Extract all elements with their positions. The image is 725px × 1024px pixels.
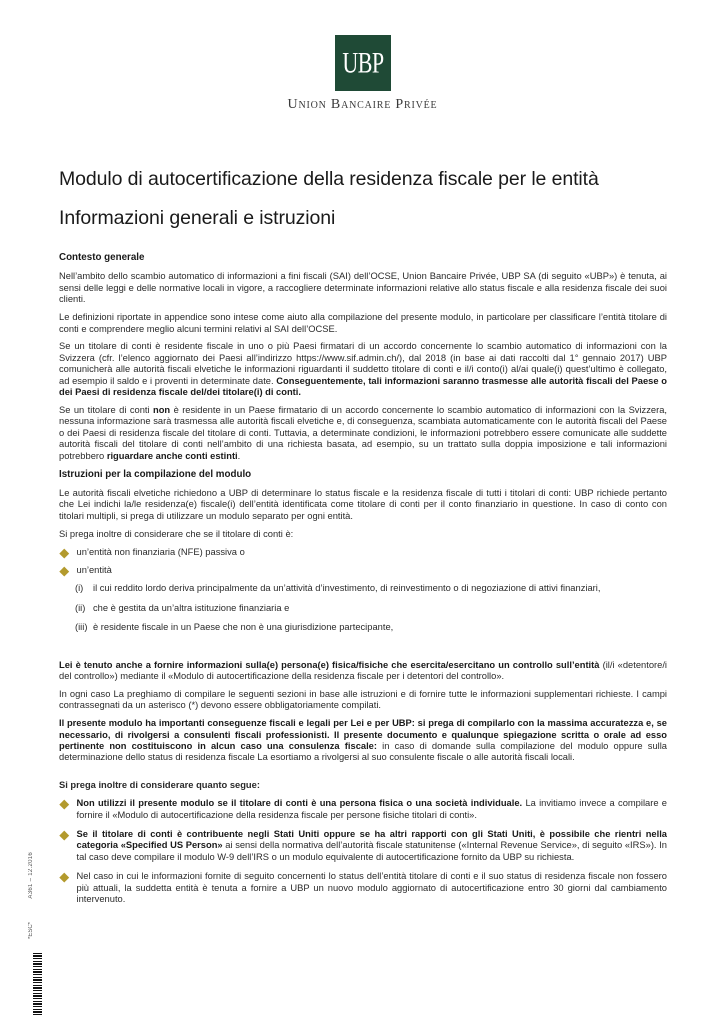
paragraph-complete-sections: In ogni caso La preghiamo di compilare le seguenti sezioni in base alle istruzioni e di fornire tutte le informazioni supplementari richieste. I campi contrassegnati da un asterisco (*) devono essere obbligatoriamente compilati.	[59, 688, 667, 711]
paragraph-legal-consequences: Il presente modulo ha importanti conseguenze fiscali e legali per Lei e per UBP: si prega di compilarlo con la massima accuratezza e, se necessario, di rivolgersi a consulenti fiscali professionisti. Il presente documento e qualunque spiegazione scritta o orale ad esso pertinente non costituiscono in alcun caso una consulenza fiscale: in caso di domande sulla compilazione del modulo oppure sulla determinazione dello status di residenza fiscale La esortiamo a rivolgersi al suo consulente fiscale o alle autorità fiscali locali.	[59, 718, 668, 763]
esc-code: *ESC*	[28, 922, 34, 940]
list-item: un’entità	[59, 565, 667, 576]
paragraph-instructions: Le autorità fiscali elvetiche richiedono a UBP di determinare lo status fiscale e la residenza fiscale di tutti i titolari di conti: UBP richiede pertanto che Lei indichi la/le residenza(e) fiscale(i) dell’entità identificata come titolare di conti per il conto finanziario in questione. In caso di conto con titolari multipli, si prega di utilizzare un modulo separato per ogni entità.	[59, 487, 667, 521]
page-title: Modulo di autocertificazione della residenza fiscale per le entità	[59, 168, 599, 190]
logo-text: UBP	[342, 45, 384, 80]
sub-list-item: (i) il cui reddito lordo deriva principalmente da un’attività d’investimento, di reinvestimento o di negoziazione di attivi finanziari,	[75, 583, 601, 594]
section-heading-contesto: Contesto generale	[59, 252, 145, 263]
diamond-bullet-icon	[60, 567, 69, 576]
form-code: A361 – 12.2016	[28, 852, 34, 899]
diamond-bullet-icon	[60, 873, 69, 882]
diamond-bullet-icon	[60, 800, 69, 809]
list-item: Non utilizzi il presente modulo se il titolare di conti è una persona fisica o una società individuale. La invitiamo invece a compilare e fornire il «Modulo di autocertificazione della residenza fiscale per persone fisiche titolari di conti».	[59, 798, 667, 821]
page-subtitle: Informazioni generali e istruzioni	[59, 207, 336, 229]
section-heading-istruzioni: Istruzioni per la compilazione del modulo	[59, 468, 252, 480]
paragraph-consider-following: Si prega inoltre di considerare quanto segue:	[59, 780, 260, 791]
list-item: Se il titolare di conti è contribuente negli Stati Uniti oppure se ha altri rapporti con gli Stati Uniti, è possibile che rientri nella categoria «Specified US Person» ai sensi della normativa dell’autorità fiscale statunitense («Internal Revenue Service», di seguito «IRS»). In tal caso deve compilare il modulo W-9 dell’IRS o un modulo equivalente di autocertificazione fornito da UBP su richiesta.	[59, 829, 667, 863]
paragraph-consider: Si prega inoltre di considerare che se il titolare di conti è:	[59, 528, 294, 539]
paragraph-controlling-persons: Lei è tenuto anche a fornire informazioni sulla(e) persona(e) fisica/fisiche che esercita/esercitano un controllo sull’entità (il/i «detentore/i del controllo») mediante il «Modulo di autocertificazione della residenza fiscale per i detentori del controllo».	[59, 659, 667, 681]
paragraph-definitions: Le definizioni riportate in appendice sono intese come aiuto alla compilazione del presente modulo, in particolare per classificare l’entità titolare di conti e comprendere meglio alcuni termini relativi al SAI dell’OCSE.	[59, 312, 667, 334]
ubp-logo	[335, 35, 391, 91]
sub-list-item: (ii) che è gestita da un’altra istituzione finanziaria e	[75, 602, 290, 613]
diamond-bullet-icon	[60, 831, 69, 840]
paragraph-non-resident: Se un titolare di conti non è residente in un Paese firmatario di un accordo concernente lo scambio automatico di informazioni con la Svizzera, nessuna informazione sarà trasmessa alle autorità fiscali elvetiche e, di conseguenza, scambiata automaticamente con le autorità fiscali del Paese o dei Paesi di residenza fiscale del titolare di conti. Tuttavia, a determinate condizioni, le informazioni potrebbero essere comunicate alle suddette autorità fiscali del titolare di conti nell’ambito di una richiesta basata, ad esempio, su un trattato sulla doppia imposizione e tali informazioni potrebbero riguardare anche conti estinti.	[59, 404, 667, 461]
list-item: un’entità non finanziaria (NFE) passiva o	[59, 547, 667, 558]
document-body	[59, 252, 667, 913]
paragraph-resident: Se un titolare di conti è residente fiscale in uno o più Paesi firmatari di un accordo concernente lo scambio automatico di informazioni con la Svizzera (cfr. l’elenco aggiornato dei Paesi all’indirizzo https://www.sif.admin.ch/), dal 2018 (in base ai dati raccolti dal 1° gennaio 2017) UBP comunicherà alle autorità fiscali elvetiche le informazioni riguardanti il suddetto titolare di conti e il/i conto(i) al/ai quale(i) quest’ultimo è collegato, ad esempio il saldo e i proventi in determinate date. Conseguentemente, tali informazioni saranno trasmesse alle autorità fiscali del Paese o dei Paesi di residenza fiscale del/dei titolare(i) di conti.	[59, 341, 667, 398]
list-item: Nel caso in cui le informazioni fornite di seguito concernenti lo status dell’entità titolare di conti e il suo status di residenza fiscale non fossero più attuali, la suddetta entità è tenuta a fornire a UBP un nuovo modulo aggiornato di autocertificazione entro 30 giorni dal cambiamento intervenuto.	[59, 871, 667, 905]
paragraph-intro: Nell’ambito dello scambio automatico di informazioni a fini fiscali (SAI) dell’OCSE, Union Bancaire Privée, UBP SA (di seguito «UBP») è tenuta, ai sensi delle leggi e delle normative locali in vigore, a raccogliere determinate informazioni relative allo status fiscale e alla residenza fiscale dei suoi clienti.	[59, 271, 667, 305]
sub-list-item: (iii) è residente fiscale in un Paese che non è una giurisdizione partecipante,	[75, 622, 394, 633]
barcode	[33, 953, 42, 1015]
diamond-bullet-icon	[60, 548, 69, 557]
brand-name: Union Bancaire Privée	[287, 97, 438, 112]
